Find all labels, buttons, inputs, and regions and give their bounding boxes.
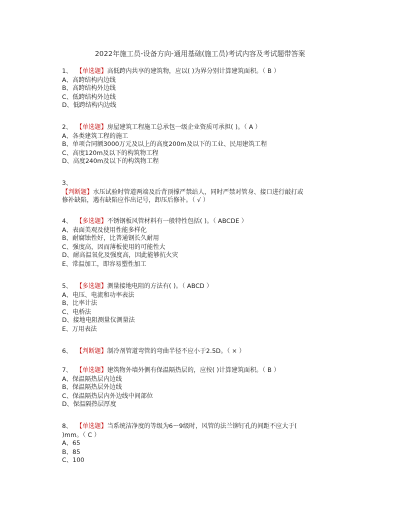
question-number: 5、 [62,283,73,290]
option-b: B、高跨结构外边线 [62,85,116,93]
option-d: D、接地电阻测量仪测量法 [62,317,135,325]
question-type-tag: 【判断题】 [62,188,93,196]
option-a: A、表面美观及使用性能多样化 [62,226,147,234]
question-type-tag: 【判断题】 [76,348,108,355]
option-b: B、比率计法 [62,300,98,308]
question-3 [62,180,362,206]
question-text: 建筑物外墙外侧有保温隔热层的，应按( )计算建筑面积。（ B ） [107,367,280,374]
option-a: A、保温隔热层内边线 [62,375,122,383]
question-text: 不锈钢板风管材料有一般特性包括( )。（ ABCDE ） [107,218,248,225]
option-a: A、各类建筑工程的施工 [62,132,129,140]
question-1 [62,68,362,111]
option-c: C、保温隔热层内外边线中间部位 [62,392,153,400]
question-text: 房屋建筑工程施工总承包一级企业资质可承担( )。（ A ） [107,124,262,131]
question-type-tag: 【多选题】 [76,218,108,225]
question-text-line-2: 修补缺陷，遇有缺陷应作出记号，卸压后修补。（ √ ） [62,197,210,205]
question-4 [62,218,362,270]
question-type-tag: 【单选题】 [76,423,108,430]
question-number: 8、 [62,423,73,430]
question-number: 1、 [62,68,73,75]
option-c: C、高度120m及以下的构筑物工程 [62,149,159,157]
option-e: E、万用表法 [62,325,97,333]
question-number: 6、 [62,348,73,355]
question-5 [62,283,362,335]
question-text: 高低跨内共享的建筑物，应以( )为界分别计算建筑面积。（ B ） [107,68,280,75]
question-stem [62,348,362,357]
question-number: 2、 [62,124,73,131]
question-6 [62,348,362,357]
question-stem [62,124,362,133]
option-d: D、低跨结构内边线 [62,102,117,110]
question-stem [62,367,362,376]
option-b: B、85 [62,448,81,456]
question-text-line-1: 当系统洁净度的等级为6～9级时，风管的法兰铆钉孔的间距不应大于( [107,423,297,430]
question-2 [62,124,362,167]
question-stem [62,68,362,77]
question-type-tag: 【多选题】 [76,283,108,290]
question-stem [62,423,362,432]
option-b: B、保温隔热层外边线 [62,384,122,392]
question-type-tag: 【单选题】 [76,124,108,131]
question-text-line-2: )mm。（ C ） [62,431,101,439]
question-stem [62,218,362,227]
question-number: 4、 [62,218,73,225]
option-c: C、强度高，因而薄板使用的可能性大 [62,243,166,251]
option-e: E、常温加工，即容易塑性加工 [62,260,147,268]
question-text: 制冷剂管道弯管的弯曲半径不应小于2.5D。（ × ） [107,348,246,355]
option-c: C、电桥法 [62,308,92,316]
question-type-tag: 【单选题】 [76,367,108,374]
option-d: D、高度240m及以下的构筑物工程 [62,158,159,166]
option-c: C、100 [62,457,85,465]
option-c: C、低跨结构外边线 [62,93,116,101]
option-d: D、保温隔热层厚度 [62,401,117,409]
option-d: D、耐高温氧化及强度高，因此能够抗火灾 [62,252,179,260]
question-7 [62,367,362,410]
question-stem [62,283,362,292]
option-a: A、65 [62,440,81,448]
question-stem [62,189,362,198]
question-number: 3、 [62,180,73,187]
option-a: A、电压、电流和功率表法 [62,291,135,299]
question-text: 测量接地电阻的方法有( )。（ ABCD ） [107,283,213,290]
question-text-line-1: 水压试验时管道两端及后背顶撑严禁站人，同时严禁对管身、接口进行敲打或 [92,188,304,196]
option-b: B、单项合同额3000万元及以上的高度200m及以下的工业、民用建筑工程 [62,141,267,149]
question-number: 7、 [62,367,73,374]
question-type-tag: 【单选题】 [76,68,108,75]
option-b: B、耐腐蚀性好，比普通钢长久耐用 [62,235,160,243]
question-8 [62,423,362,466]
document-title: 2022年施工员-设备方向-通用基础(施工员)考试内容及考试题带答案 [94,50,306,58]
option-a: A、高跨结构内边线 [62,76,116,84]
